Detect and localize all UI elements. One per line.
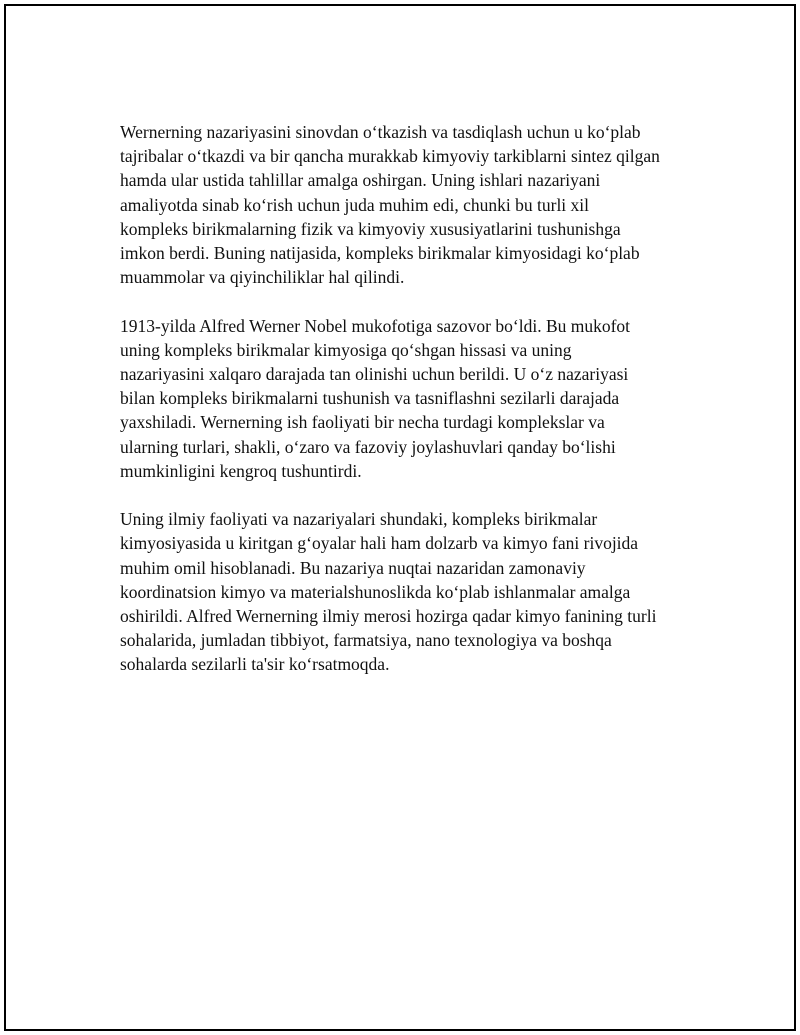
document-page <box>4 4 796 1031</box>
document-body <box>120 120 710 701</box>
paragraph-3: Uning ilmiy faoliyati va nazariyalari shundaki, kompleks birikmalar kimyosiyasida u kiritgan gʻoyalar hali ham dolzarb va kimyo fani rivojida muhim omil hisoblanadi. Bu nazariya nuqtai nazaridan zamonaviy koordinatsion kimyo va materialshunoslikda koʻplab ishlanmalar amalga oshirildi. Alfred Wernerning ilmiy merosi hozirga qadar kimyo fanining turli sohalarida, jumladan tibbiyot, farmatsiya, nano texnologiya va boshqa sohalarda sezilarli ta'sir koʻrsatmoqda. <box>120 509 657 675</box>
paragraph-1: Wernerning nazariyasini sinovdan oʻtkazish va tasdiqlash uchun u koʻplab tajribalar oʻtkazdi va bir qancha murakkab kimyoviy tarkiblarni sintez qilgan hamda ular ustida tahlillar amalga oshirgan. Uning ishlari nazariyani amaliyotda sinab koʻrish uchun juda muhim edi, chunki bu turli xil kompleks birikmalarning fizik va kimyoviy xususiyatlarini tushunishga imkon berdi. Buning natijasida, kompleks birikmalar kimyosidagi koʻplab muammolar va qiyinchiliklar hal qilindi. <box>120 122 660 288</box>
paragraph-2: 1913-yilda Alfred Werner Nobel mukofotiga sazovor boʻldi. Bu mukofot uning kompleks birikmalar kimyosiga qoʻshgan hissasi va uning nazariyasini xalqaro darajada tan olinishi uchun berildi. U oʻz nazariyasi bilan kompleks birikmalarni tushunish va tasniflashni sezilarli darajada yaxshiladi. Wernerning ish faoliyati bir necha turdagi komplekslar va ularning turlari, shakli, oʻzaro va fazoviy joylashuvlari qanday boʻlishi mumkinligini kengroq tushuntirdi. <box>120 315 631 481</box>
